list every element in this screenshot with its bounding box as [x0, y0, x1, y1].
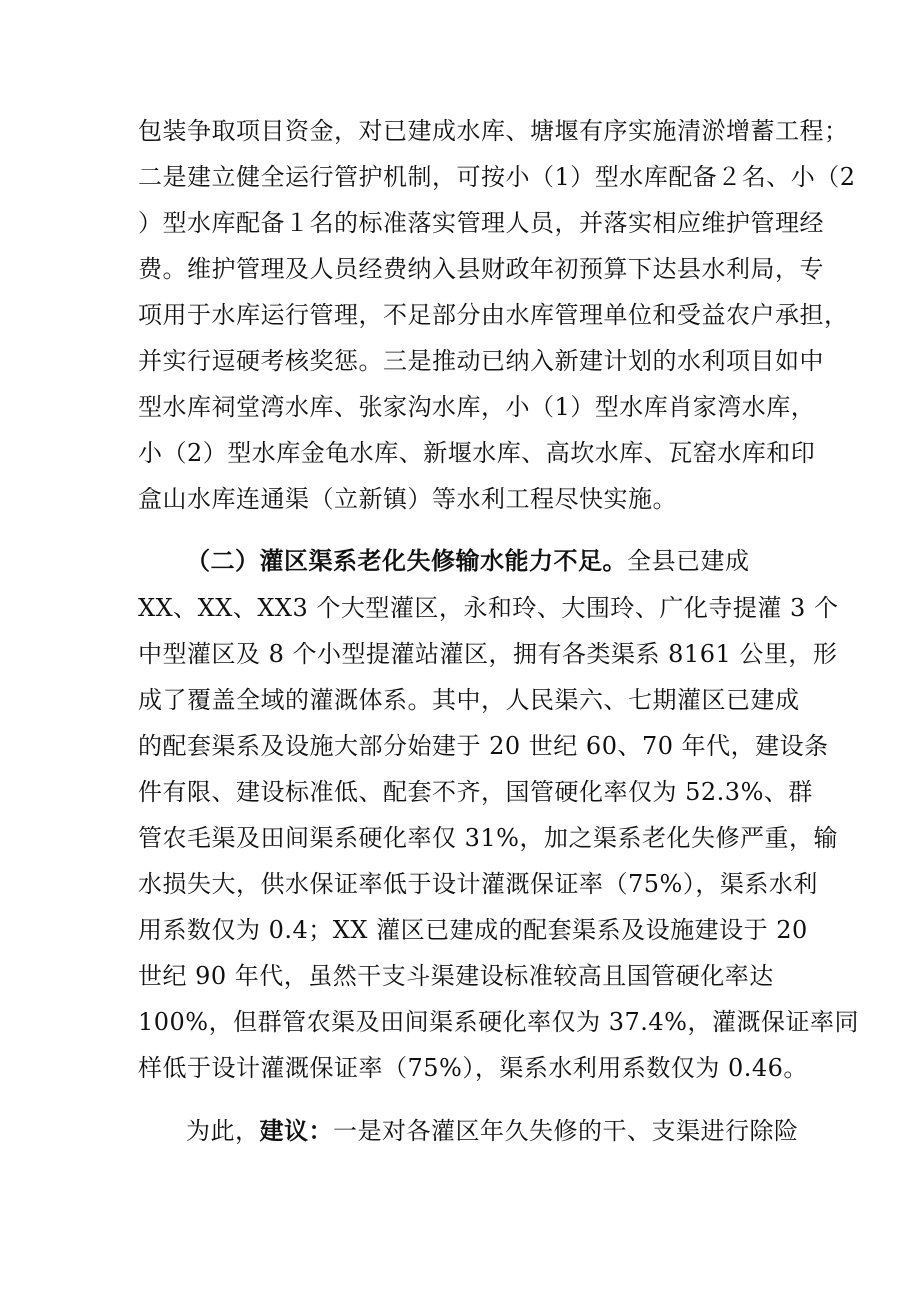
- text-line: 中型灌区及 8 个小型提灌站灌区，拥有各类渠系 8161 公里，形: [138, 640, 838, 668]
- text-line: 二是建立健全运行管护机制，可按小（1）型水库配备２名、小（2: [138, 163, 856, 191]
- text-line: 小（2）型水库金龟水库、新堰水库、高坎水库、瓦窑水库和印: [138, 439, 816, 467]
- text-line: 型水库祠堂湾水库、张家沟水库，小（1）型水库肖家湾水库，: [138, 393, 816, 421]
- text-line: 水损失大，供水保证率低于设计灌溉保证率（75%），渠系水利: [138, 870, 818, 898]
- text-line: 的配套渠系及设施大部分始建于 20 世纪 60、70 年代，建设条: [138, 732, 829, 760]
- text-line: 样低于设计灌溉保证率（75%），渠系水利用系数仅为 0.46。: [138, 1054, 808, 1082]
- suggestion-label: 建议：: [259, 1117, 333, 1145]
- text-line: 费。维护管理及人员经费纳入县财政年初预算下达县水利局，专: [138, 255, 824, 283]
- text-line: ）型水库配备１名的标准落实管理人员，并落实相应维护管理经: [138, 209, 824, 237]
- text-line: 用系数仅为 0.4；XX 灌区已建成的配套渠系及设施建设于 20: [138, 916, 808, 944]
- suggestion-text: 一是对各灌区年久失修的干、支渠进行除险: [333, 1117, 799, 1145]
- text-line: 项用于水库运行管理，不足部分由水库管理单位和受益农户承担，: [138, 301, 849, 329]
- section-heading-line: [186, 547, 750, 575]
- section-heading: （二）灌区渠系老化失修输水能力不足。: [186, 547, 627, 575]
- text-line: 包装争取项目资金，对已建成水库、塘堰有序实施清淤增蓄工程；: [138, 117, 849, 145]
- text-line: 成了覆盖全域的灌溉体系。其中，人民渠六、七期灌区已建成: [138, 686, 800, 714]
- text-line: 世纪 90 年代，虽然干支斗渠建设标准较高且国管硬化率达: [138, 962, 774, 990]
- text-line: 盒山水库连通渠（立新镇）等水利工程尽快实施。: [138, 485, 677, 513]
- text-line: 件有限、建设标准低、配套不齐，国管硬化率仅为 52.3%、群: [138, 778, 813, 806]
- text-line: 管农毛渠及田间渠系硬化率仅 31%，加之渠系老化失修严重，输: [138, 824, 838, 852]
- suggestion-prefix: 为此，: [186, 1117, 260, 1145]
- text-line: 并实行逗硬考核奖惩。三是推动已纳入新建计划的水利项目如中: [138, 347, 824, 375]
- text-line: XX、XX、XX3 个大型灌区，永和玲、大围玲、广化寺提灌 3 个: [138, 594, 839, 622]
- suggestion-line: [186, 1117, 799, 1145]
- text-line: 100%，但群管农渠及田间渠系硬化率仅为 37.4%，灌溉保证率同: [138, 1008, 859, 1036]
- section-heading-tail: 全县已建成: [627, 547, 750, 575]
